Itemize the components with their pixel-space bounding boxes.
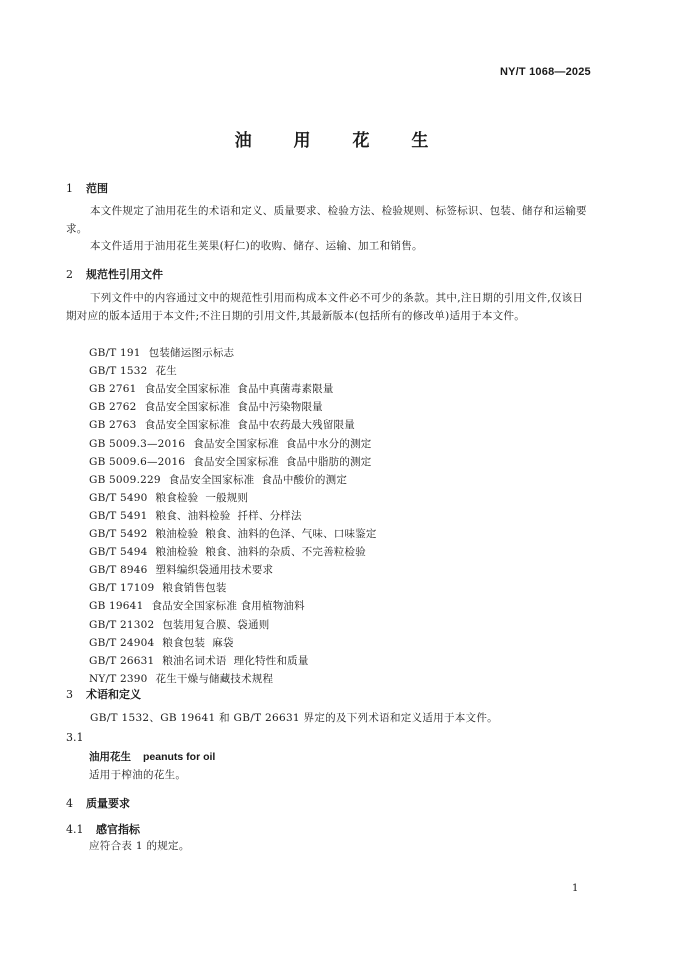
reference-code: GB 5009.3—2016 (89, 437, 186, 450)
reference-code: GB/T 191 (89, 347, 141, 359)
section-number: 4 (66, 797, 73, 810)
reference-code: GB/T 24904 (89, 636, 155, 649)
term-definition: 适用于榨油的花生。 (89, 769, 187, 781)
reference-code: NY/T 2390 (89, 672, 148, 685)
reference-item (89, 345, 234, 360)
reference-title: 花生 (155, 365, 177, 378)
reference-title: 粮油名词术语 理化特性和质量 (162, 654, 309, 667)
reference-title: 食品安全国家标准 食品中真菌毒素限量 (144, 383, 334, 396)
reference-item (89, 635, 234, 650)
reference-code: GB/T 5490 (89, 491, 148, 504)
clause-title: 感官指标 (96, 823, 140, 836)
term-chinese: 油用花生 (89, 751, 131, 763)
reference-title: 食品安全国家标准 食品中农药最大残留限量 (144, 419, 355, 432)
section-title: 术语和定义 (86, 688, 141, 701)
reference-title: 粮食包装 麻袋 (162, 636, 234, 649)
section-number: 2 (66, 268, 73, 281)
reference-item (89, 490, 248, 505)
reference-code: GB/T 21302 (89, 618, 155, 631)
reference-code: GB 2761 (89, 383, 137, 396)
term-english: peanuts for oil (143, 751, 216, 763)
section-title: 范围 (86, 182, 108, 195)
section-3-para-1: GB/T 1532、GB 19641 和 GB/T 26631 界定的及下列术语和定义适用于本文件。 (90, 712, 498, 724)
reference-item (89, 472, 347, 487)
reference-title: 包装用复合膜、袋通则 (162, 618, 270, 631)
reference-title: 食品安全国家标准 食品中水分的测定 (193, 437, 372, 450)
section-title: 质量要求 (86, 797, 130, 810)
reference-item (89, 399, 323, 414)
reference-title: 食品安全国家标准 食品中污染物限量 (144, 401, 323, 414)
reference-code: GB/T 5491 (89, 509, 148, 522)
clause-4-1-text: 应符合表 1 的规定。 (89, 840, 190, 852)
reference-item (89, 417, 355, 432)
reference-code: GB 2762 (89, 401, 137, 414)
reference-item (89, 508, 302, 523)
page-number: 1 (572, 883, 579, 894)
section-3-heading (66, 686, 141, 702)
reference-title: 粮油检验 粮食、油料的杂质、不完善粒检验 (155, 546, 366, 559)
reference-item (89, 617, 269, 632)
section-4-heading (66, 795, 130, 811)
reference-item (89, 562, 273, 577)
reference-item (89, 436, 371, 451)
reference-code: GB/T 8946 (89, 564, 148, 577)
section-number: 3 (66, 688, 73, 701)
reference-item (89, 598, 305, 613)
clause-number: 4.1 (66, 823, 84, 836)
section-2-heading (66, 266, 163, 282)
reference-title: 粮食、油料检验 扦样、分样法 (155, 509, 302, 522)
reference-item (89, 454, 371, 469)
section-1-para-1: 本文件规定了油用花生的术语和定义、质量要求、检验方法、检验规则、标签标识、包装、储存和运输要求。 (66, 205, 587, 235)
term-entry (89, 749, 215, 764)
reference-title: 食品安全国家标准 食品中脂肪的测定 (193, 455, 372, 468)
clause-4-1-heading (66, 821, 140, 837)
reference-title: 塑料编织袋通用技术要求 (155, 564, 274, 577)
reference-code: GB/T 17109 (89, 582, 155, 595)
section-1-heading (66, 180, 108, 196)
reference-code: GB 19641 (89, 600, 144, 613)
standard-number: NY/T 1068—2025 (500, 66, 591, 78)
reference-code: GB/T 5492 (89, 528, 148, 540)
reference-code: GB/T 5494 (89, 546, 148, 559)
reference-item (89, 544, 366, 559)
reference-title: 食品安全国家标准 食品中酸价的测定 (168, 473, 348, 486)
section-2-para-1: 下列文件中的内容通过文中的规范性引用而构成本文件必不可少的条款。其中,注日期的引用文件,仅该日期对应的版本适用于本文件;不注日期的引用文件,其最新版本(包括所有的修改单)适用于本文件。 (66, 292, 584, 322)
reference-title: 粮食检验 一般规则 (155, 491, 249, 504)
document-title: 油 用 花 生 (234, 131, 447, 151)
reference-item (89, 363, 177, 378)
reference-item (89, 526, 377, 541)
reference-item (89, 653, 309, 668)
reference-title: 粮油检验 粮食、油料的色泽、气味、口味鉴定 (155, 528, 377, 540)
reference-code: GB 5009.229 (89, 473, 161, 486)
section-1-para-2: 本文件适用于油用花生荚果(籽仁)的收购、储存、运输、加工和销售。 (90, 240, 423, 252)
reference-title: 粮食销售包装 (162, 582, 227, 595)
reference-code: GB/T 26631 (89, 654, 155, 667)
reference-item (89, 671, 273, 686)
reference-title: 花生干燥与储藏技术规程 (155, 672, 274, 685)
reference-code: GB/T 1532 (89, 365, 148, 378)
reference-code: GB 5009.6—2016 (89, 455, 186, 468)
reference-item (89, 580, 227, 595)
reference-code: GB 2763 (89, 419, 137, 432)
clause-3-1-number: 3.1 (66, 731, 84, 744)
reference-item (89, 381, 334, 396)
section-number: 1 (66, 182, 73, 195)
reference-title: 食品安全国家标准 食用植物油料 (151, 600, 305, 613)
reference-title: 包装储运图示标志 (148, 347, 235, 359)
section-title: 规范性引用文件 (86, 268, 163, 281)
